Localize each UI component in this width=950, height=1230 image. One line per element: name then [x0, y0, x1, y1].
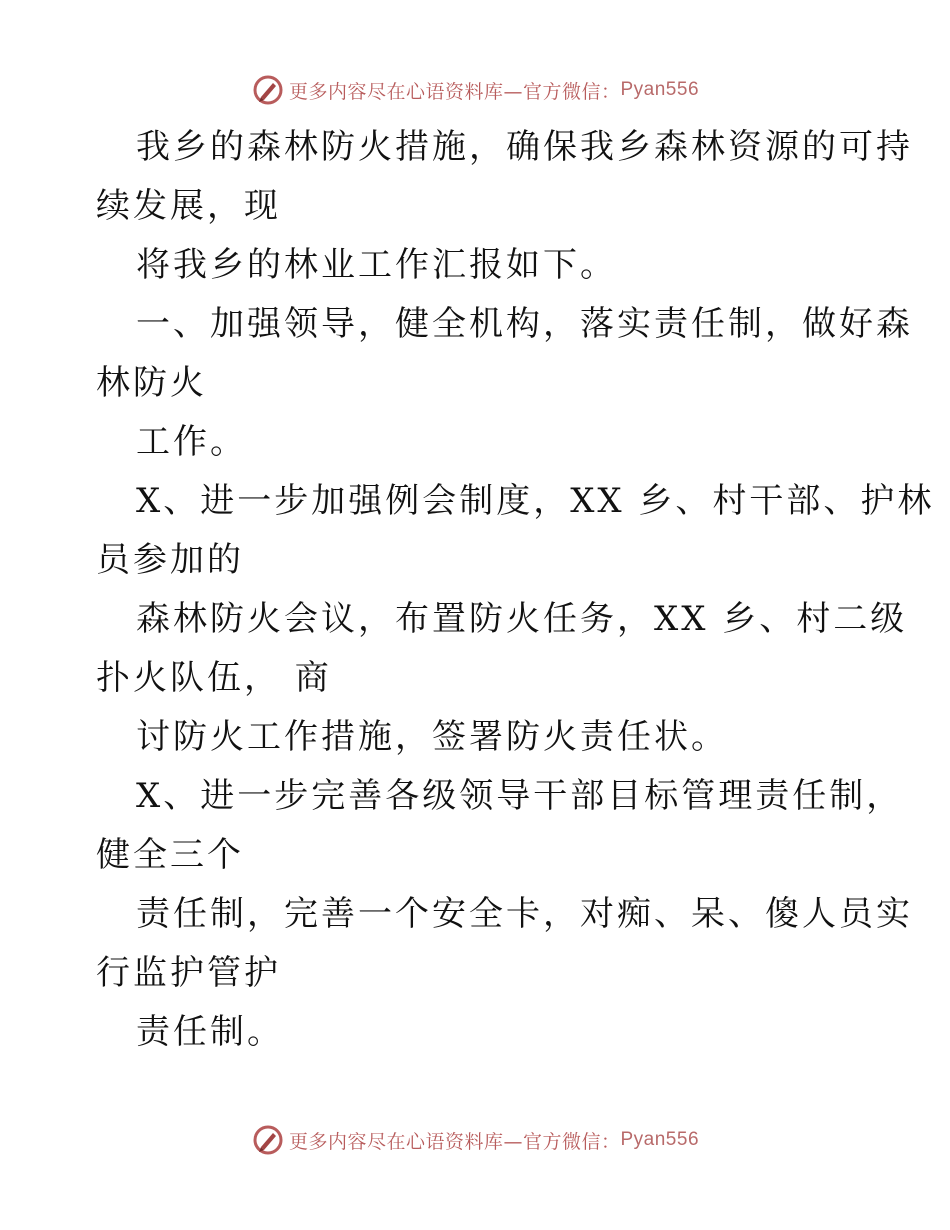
text-line: 林防火	[96, 363, 207, 403]
text-line: 行监护管护	[96, 953, 281, 993]
text-line: X、进一步加强例会制度，XX 乡、村干部、护林	[136, 481, 935, 521]
text-line: 一、加强领导，健全机构，落实责任制，做好森	[136, 304, 913, 344]
header-watermark	[0, 72, 950, 108]
watermark-contact: Pyan556	[620, 1129, 700, 1150]
text-line: 我乡的森林防火措施，确保我乡森林资源的可持	[136, 127, 913, 167]
text-line: 扑火队伍， 商	[96, 658, 332, 698]
text-line: 责任制，完善一个安全卡，对痴、呆、傻人员实	[136, 894, 913, 934]
text-line: 责任制。	[136, 1012, 284, 1052]
document-body	[96, 118, 935, 1062]
text-line: 森林防火会议，布置防火任务，XX 乡、村二级	[136, 599, 908, 639]
text-line: X、进一步完善各级领导干部目标管理责任制，	[136, 776, 904, 816]
text-line: 续发展，现	[96, 186, 281, 226]
text-line: 讨防火工作措施，签署防火责任状。	[136, 717, 728, 757]
footer-watermark	[0, 1122, 950, 1158]
pen-logo-icon	[251, 1123, 285, 1157]
text-line: 工作。	[136, 422, 247, 462]
text-line: 将我乡的林业工作汇报如下。	[136, 245, 617, 285]
watermark-contact: Pyan556	[620, 79, 700, 100]
watermark-text: 更多内容尽在心语资料库—官方微信：	[288, 1130, 621, 1153]
text-line: 健全三个	[96, 835, 244, 875]
pen-logo-icon	[251, 73, 285, 107]
text-line: 员参加的	[96, 540, 244, 580]
watermark-text: 更多内容尽在心语资料库—官方微信：	[288, 80, 621, 103]
